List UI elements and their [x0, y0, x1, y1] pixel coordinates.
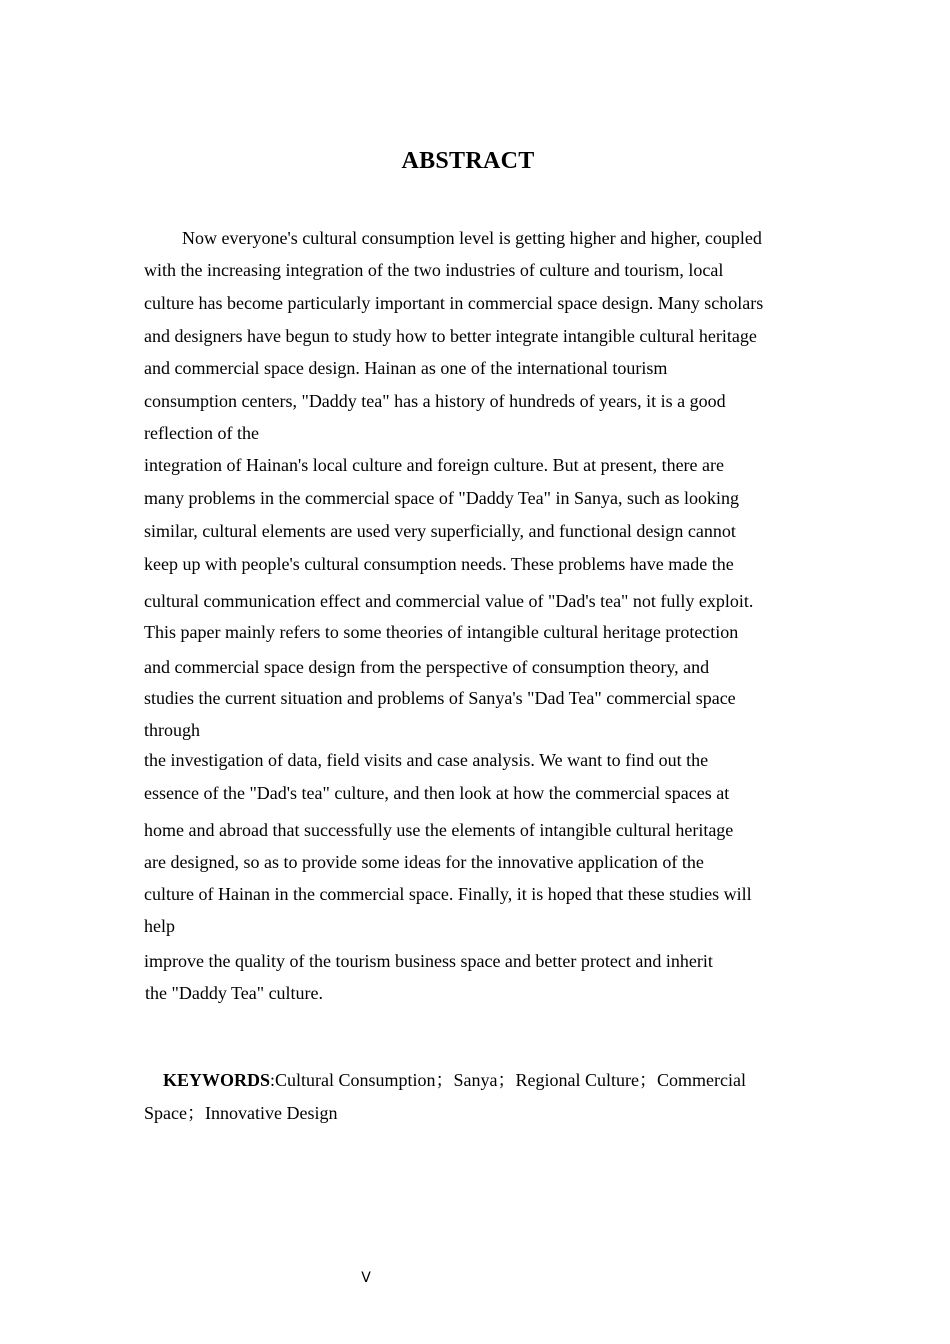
body-line: and designers have begun to study how to better integrate intangible cultural heritage — [144, 326, 757, 346]
body-line: studies the current situation and problems of Sanya's "Dad Tea" commercial space — [144, 688, 736, 708]
body-line: similar, cultural elements are used very superficially, and functional design cannot — [144, 521, 736, 541]
body-line: many problems in the commercial space of "Daddy Tea" in Sanya, such as looking — [144, 488, 739, 508]
body-line: essence of the "Dad's tea" culture, and then look at how the commercial spaces at — [144, 783, 730, 803]
abstract-title: ABSTRACT — [401, 148, 535, 174]
body-line: integration of Hainan's local culture and foreign culture. But at present, there are — [144, 455, 725, 475]
body-line: consumption centers, "Daddy tea" has a history of hundreds of years, it is a good — [144, 391, 726, 411]
page-number: V — [361, 1270, 371, 1286]
body-line: cultural communication effect and commercial value of "Dad's tea" not fully exploit. — [144, 591, 754, 611]
body-line: culture of Hainan in the commercial space. Finally, it is hoped that these studies will — [144, 884, 752, 904]
body-line: culture has become particularly important in commercial space design. Many scholars — [144, 293, 764, 313]
body-line: the investigation of data, field visits and case analysis. We want to find out the — [144, 750, 709, 770]
body-line: with the increasing integration of the two industries of culture and tourism, local — [144, 260, 724, 280]
keywords-line-1 — [163, 1069, 746, 1091]
body-line: keep up with people's cultural consumption needs. These problems have made the — [144, 554, 734, 574]
body-line: improve the quality of the tourism business space and better protect and inherit — [144, 951, 713, 971]
body-line: This paper mainly refers to some theories of intangible cultural heritage protection — [144, 622, 739, 642]
body-line: and commercial space design. Hainan as one of the international tourism — [144, 358, 668, 378]
body-line: reflection of the — [144, 423, 259, 443]
body-line: the "Daddy Tea" culture. — [145, 983, 324, 1003]
body-line: help — [144, 916, 175, 936]
body-line: and commercial space design from the perspective of consumption theory, and — [144, 657, 710, 677]
body-line: through — [144, 720, 200, 740]
keywords-label: KEYWORDS — [163, 1070, 271, 1090]
body-line: Now everyone's cultural consumption level is getting higher and higher, coupled — [182, 228, 762, 248]
keywords-list: :Cultural Consumption；Sanya；Regional Culture；Commercial — [270, 1070, 746, 1090]
body-line: are designed, so as to provide some ideas for the innovative application of the — [144, 852, 704, 872]
keywords-line-2: Space；Innovative Design — [144, 1103, 338, 1123]
body-line: home and abroad that successfully use the elements of intangible cultural heritage — [144, 820, 734, 840]
